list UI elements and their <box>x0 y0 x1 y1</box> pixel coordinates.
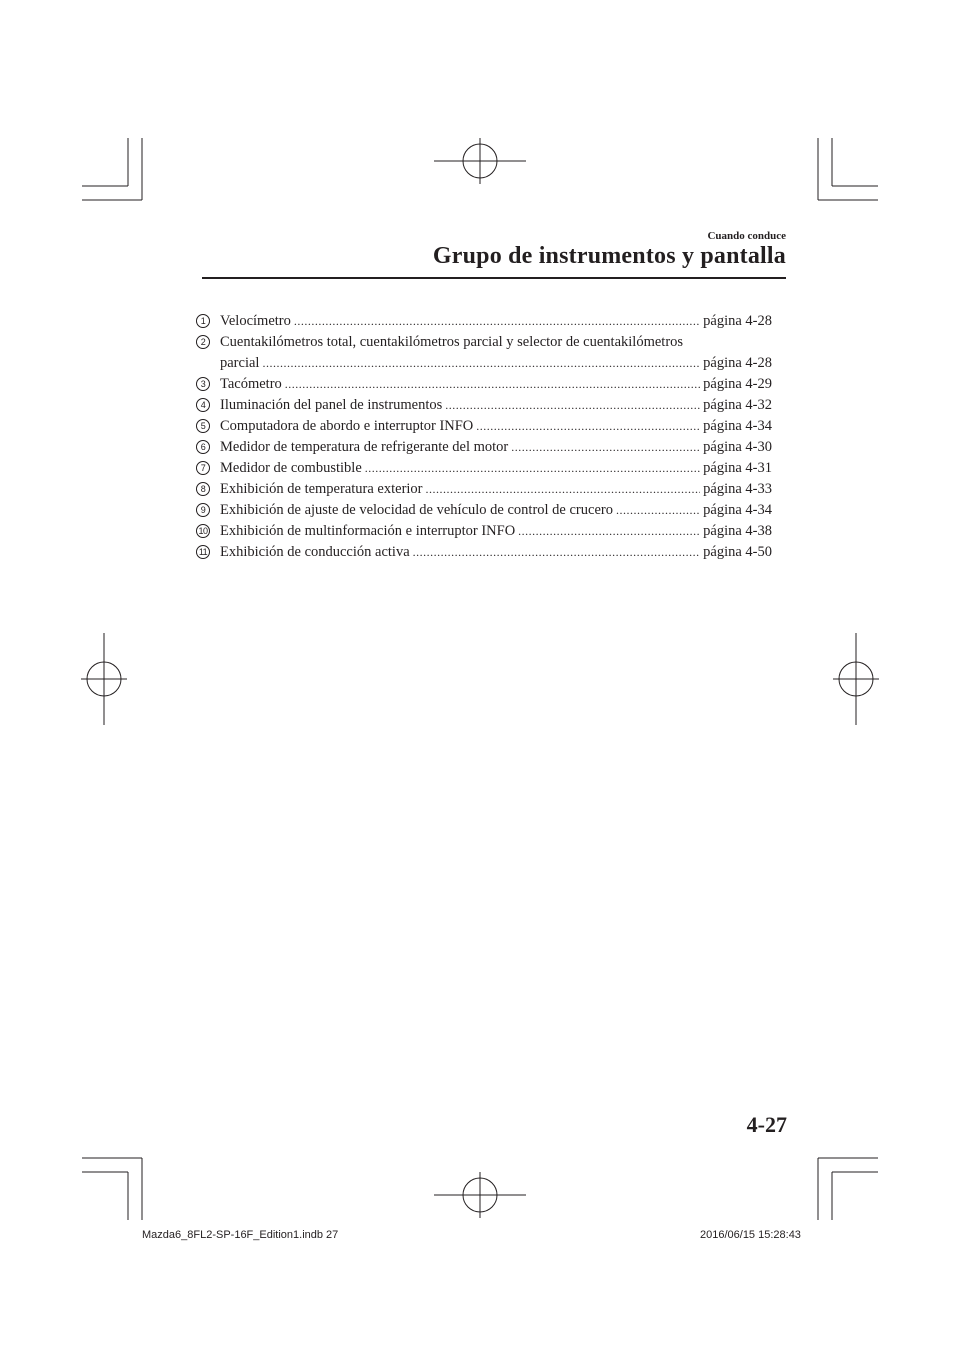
reference-item <box>196 332 772 374</box>
item-label: Computadora de abordo e interruptor INFO <box>220 418 474 434</box>
page-reference: página 4-29 <box>703 376 772 392</box>
page-reference: página 4-28 <box>703 313 772 329</box>
item-number-badge: 4 <box>196 398 210 412</box>
item-label: Exhibición de conducción activa <box>220 544 410 560</box>
item-label: Velocímetro <box>220 313 291 329</box>
reference-item <box>196 542 772 563</box>
dot-leader <box>476 416 700 437</box>
page-reference: página 4-38 <box>703 523 772 539</box>
footer-file-info: Mazda6_8FL2-SP-16F_Edition1.indb 27 <box>142 1229 339 1241</box>
item-number-badge: 5 <box>196 419 210 433</box>
item-number-badge: 7 <box>196 461 210 475</box>
reference-list <box>196 311 772 563</box>
item-label: Exhibición de temperatura exterior <box>220 481 423 497</box>
reference-item <box>196 458 772 479</box>
reference-item <box>196 500 772 521</box>
dot-leader <box>511 437 700 458</box>
page-reference: página 4-30 <box>703 439 772 455</box>
page-reference: página 4-34 <box>703 502 772 518</box>
reference-item <box>196 437 772 458</box>
dot-leader <box>413 542 701 563</box>
item-label: Medidor de combustible <box>220 460 362 476</box>
reference-item <box>196 395 772 416</box>
item-number-badge: 10 <box>196 524 210 538</box>
item-number-badge: 8 <box>196 482 210 496</box>
reference-item <box>196 521 772 542</box>
dot-leader <box>426 479 701 500</box>
footer-timestamp: 2016/06/15 15:28:43 <box>700 1229 801 1241</box>
page-reference: página 4-32 <box>703 397 772 413</box>
reference-item <box>196 416 772 437</box>
item-label: Tacómetro <box>220 376 282 392</box>
dot-leader <box>365 458 700 479</box>
item-number-badge: 2 <box>196 335 210 349</box>
page-reference: página 4-31 <box>703 460 772 476</box>
header-rule <box>202 277 786 279</box>
item-label: Exhibición de ajuste de velocidad de vehículo de control de crucero <box>220 502 613 518</box>
item-label: Iluminación del panel de instrumentos <box>220 397 443 413</box>
reference-item <box>196 374 772 395</box>
dot-leader <box>285 374 700 395</box>
page-reference: página 4-33 <box>703 481 772 497</box>
chapter-heading: Cuando conduce <box>707 230 786 242</box>
page-reference: página 4-28 <box>703 355 772 371</box>
page-reference: página 4-50 <box>703 544 772 560</box>
page-reference: página 4-34 <box>703 418 772 434</box>
item-number-badge: 3 <box>196 377 210 391</box>
dot-leader <box>616 500 700 521</box>
item-label: parcial <box>220 355 260 371</box>
item-number-badge: 9 <box>196 503 210 517</box>
item-label-line: Cuentakilómetros total, cuentakilómetros parcial y selector de cuentakilómetros <box>220 334 684 350</box>
item-number-badge: 6 <box>196 440 210 454</box>
dot-leader <box>445 395 700 416</box>
item-number-badge: 11 <box>196 545 210 559</box>
item-label: Medidor de temperatura de refrigerante del motor <box>220 439 509 455</box>
reference-item <box>196 311 772 332</box>
dot-leader <box>262 353 700 374</box>
item-label: Exhibición de multinformación e interruptor INFO <box>220 523 516 539</box>
dot-leader <box>518 521 700 542</box>
reference-item <box>196 479 772 500</box>
item-number-badge: 1 <box>196 314 210 328</box>
dot-leader <box>294 311 700 332</box>
section-title: Grupo de instrumentos y pantalla <box>432 243 786 269</box>
page-number: 4-27 <box>746 1112 787 1137</box>
